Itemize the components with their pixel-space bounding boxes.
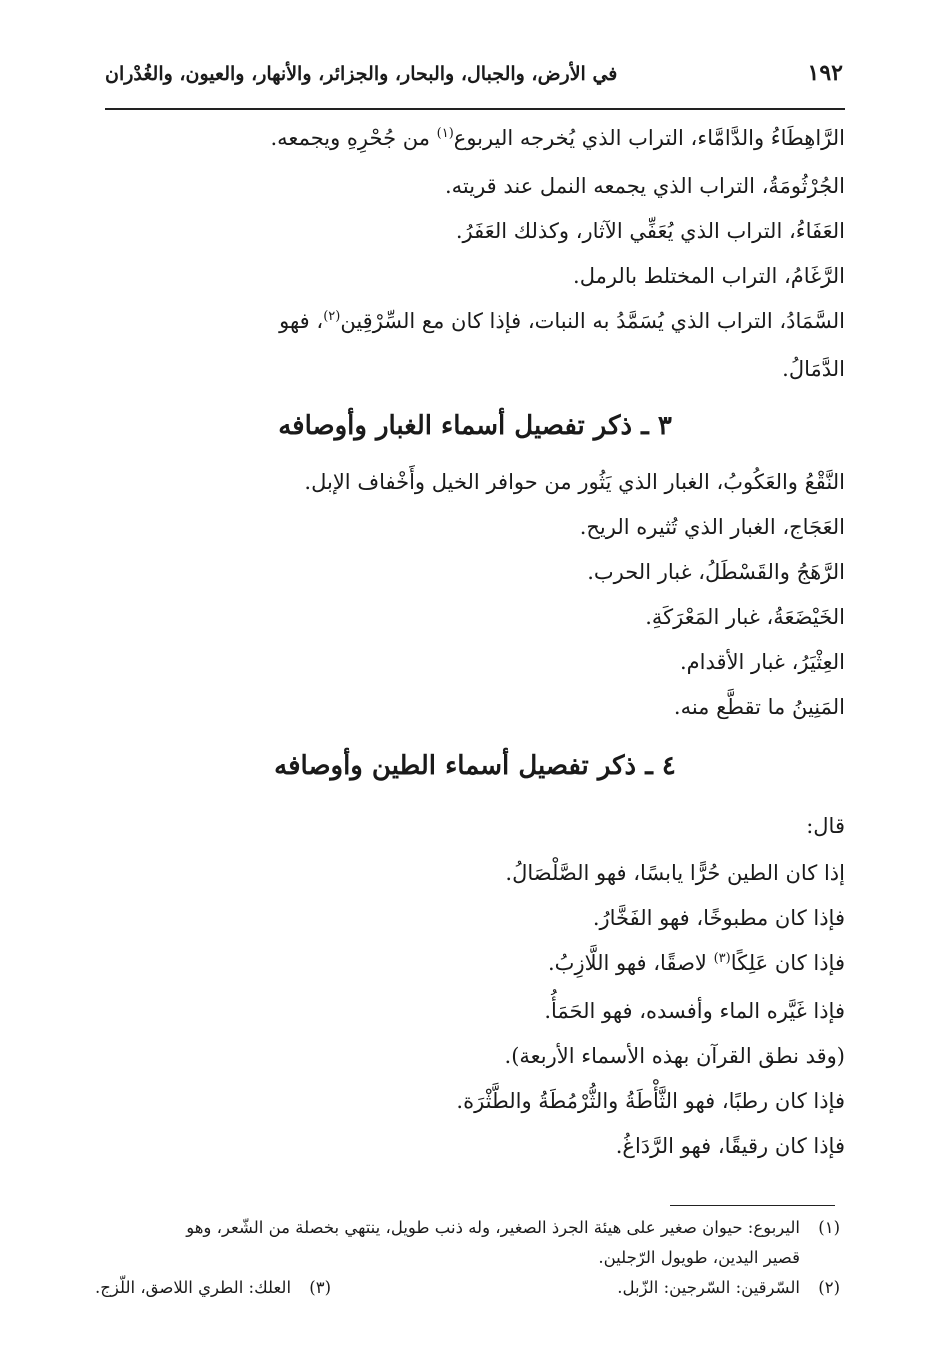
section-heading: ٤ ـ ذكر تفصيل أسماء الطين وأوصافه	[274, 751, 676, 781]
text-line	[105, 116, 845, 164]
footnote-marker: (٣)	[713, 950, 731, 966]
text-line: الخَيْضَعَةُ، غبار المَعْرَكَةِ.	[645, 605, 845, 629]
section-heading: ٣ ـ ذكر تفصيل أسماء الغبار وأوصافه	[278, 411, 672, 441]
text-line: العِثْيَرُ، غبار الأقدام.	[680, 650, 845, 674]
footnote-text: السّرقين: السّرجين: الزّبل.	[617, 1278, 800, 1297]
text-line: الرَّهَجُ والقَسْطَلُ، غبار الحرب.	[587, 560, 845, 584]
text-line: النَّقْعُ والعَكُوبُ، الغبار الذي يَثُور من حوافر الخيل وأَخْفاف الإبل.	[304, 470, 845, 494]
text-line: (وقد نطق القرآن بهذه الأسماء الأربعة).	[504, 1044, 845, 1068]
footnote-divider	[670, 1205, 835, 1206]
text-line: الدَّمَالُ.	[782, 357, 845, 381]
footnote-2	[617, 1273, 840, 1303]
section-4-body	[105, 804, 845, 1169]
running-title: في الأرض، والجبال، والبحار، والجزائر، والأنهار، والعيون، والغُدْران	[105, 63, 618, 85]
text-line: المَنِينُ ما تقطَّع منه.	[673, 695, 845, 719]
text-line: فإذا كان مطبوخًا، فهو الفَخَّارُ.	[592, 906, 845, 930]
text-line: الجُرْثُومَةُ، التراب الذي يجمعه النمل عند قريته.	[444, 174, 845, 198]
footnote-text: العلك: الطري اللاصق، اللّزج.	[95, 1278, 292, 1297]
text-fragment: السَّمَادُ، التراب الذي يُسَمَّدُ به النبات، فإذا كان مع السِّرْقِين	[340, 309, 845, 333]
text-line: إذا كان الطين حُرًّا يابسًا، فهو الصَّلْصَالُ.	[505, 861, 845, 885]
footnote-number: (٣)	[309, 1278, 332, 1297]
footnote-marker: (٢)	[323, 308, 341, 324]
text-fragment: من جُحْرِهِ ويجمعه.	[270, 126, 437, 150]
footnote-3	[95, 1273, 331, 1303]
text-fragment: لاصقًا، فهو اللَّازِبُ.	[548, 951, 714, 975]
section-3-body	[105, 460, 845, 730]
footnote-1	[95, 1213, 840, 1243]
text-line: فإذا كان رطبًا، فهو الثَّأْطَةُ والثُّرْمُطَةُ والطَّثْرَة.	[456, 1089, 845, 1113]
page-number: ١٩٢	[807, 60, 843, 86]
text-line: فإذا غَيَّره الماء وأفسده، فهو الحَمَأُ.	[544, 999, 845, 1023]
page-header	[105, 60, 845, 110]
footnote-1-continuation: قصير اليدين، طويول الرّجلين.	[598, 1248, 800, 1267]
footnote-marker: (١)	[436, 125, 454, 141]
page	[105, 60, 845, 1169]
intro-block	[105, 116, 845, 392]
footnote-row	[95, 1273, 840, 1303]
text-fragment: ، فهو	[279, 309, 324, 333]
text-line: قال:	[806, 814, 845, 838]
text-fragment: فإذا كان عَلِكًا	[730, 951, 845, 975]
text-line	[105, 941, 845, 989]
text-line: فإذا كان رقيقًا، فهو الرَّدَاغُ.	[615, 1134, 845, 1158]
footnote-number: (٢)	[818, 1278, 840, 1297]
text-fragment: الرَّاهِطَاءُ والدَّامَّاء، التراب الذي يُخرجه اليربوع	[453, 126, 845, 150]
footnote-text: اليربوع: حيوان صغير على هيئة الجرذ الصغير، وله ذنب طويل، ينتهي بخصلة من الشّعر، وهو	[186, 1218, 800, 1237]
text-line: العَجَاج، الغبار الذي تُثيره الريح.	[579, 515, 845, 539]
text-line: العَفَاءُ، التراب الذي يُعَفِّي الآثار، وكذلك العَفَرُ.	[455, 219, 845, 243]
text-line: الرَّغَامُ، التراب المختلط بالرمل.	[573, 264, 845, 288]
footnotes	[95, 1213, 840, 1303]
text-line	[105, 299, 845, 347]
footnote-number: (١)	[818, 1218, 840, 1237]
